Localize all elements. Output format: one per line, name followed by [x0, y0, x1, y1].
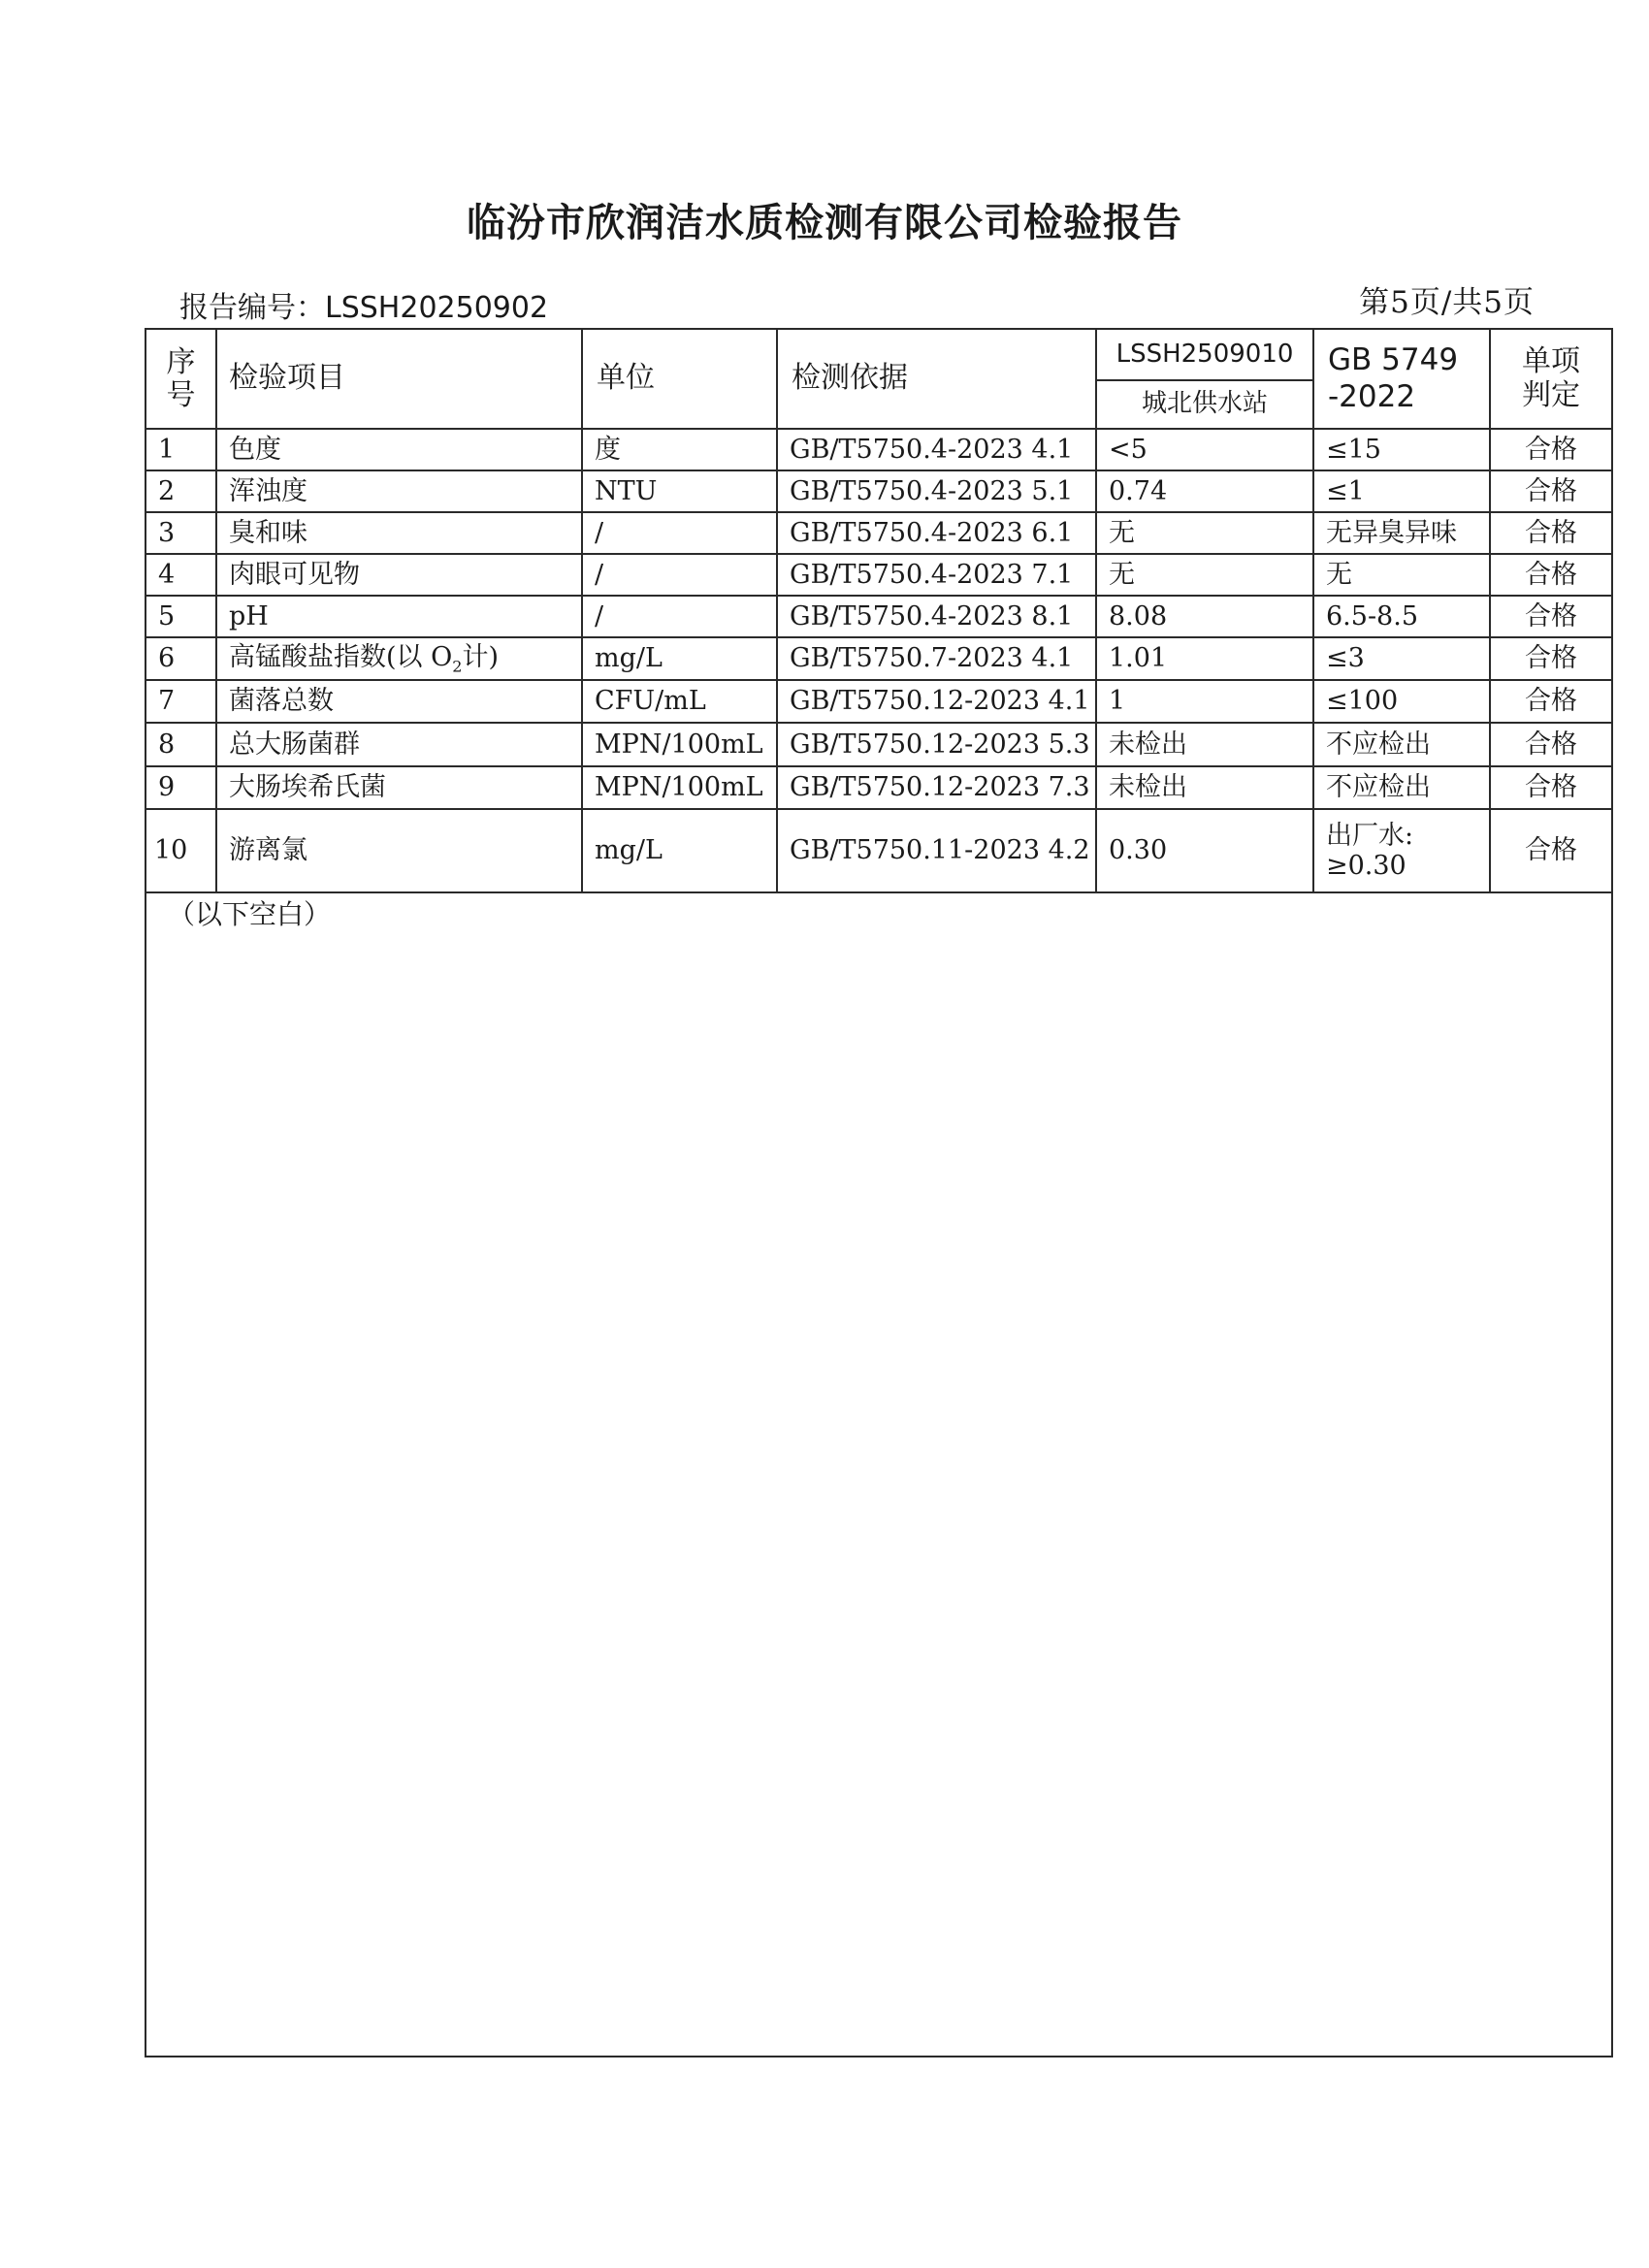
row-limit: ≤15 — [1313, 429, 1490, 470]
row-seq: 4 — [146, 554, 216, 596]
row-unit: / — [582, 512, 777, 554]
row-limit — [1313, 809, 1490, 892]
row-unit: mg/L — [582, 637, 777, 680]
row-result: 未检出 — [1096, 723, 1313, 766]
row-item: pH — [216, 596, 582, 637]
table-row — [146, 554, 1612, 596]
row-item: 游离氯 — [216, 809, 582, 892]
header-standard: GB 5749 -2022 — [1313, 329, 1490, 429]
row-item — [216, 637, 582, 680]
report-number-label: 报告编号： — [179, 291, 325, 325]
row-method: GB/T5750.4-2023 6.1 — [777, 512, 1096, 554]
row-limit: 不应检出 — [1313, 723, 1490, 766]
row-result: 0.74 — [1096, 470, 1313, 512]
row-item: 臭和味 — [216, 512, 582, 554]
row-limit: 6.5-8.5 — [1313, 596, 1490, 637]
row-judgement: 合格 — [1490, 470, 1612, 512]
row-limit: 无异臭异味 — [1313, 512, 1490, 554]
row-judgement: 合格 — [1490, 723, 1612, 766]
row-result: <5 — [1096, 429, 1313, 470]
inspection-table — [145, 328, 1613, 2057]
row-method: GB/T5750.11-2023 4.2 — [777, 809, 1096, 892]
header-method: 检测依据 — [777, 329, 1096, 429]
row-judgement: 合格 — [1490, 680, 1612, 723]
row-item: 浑浊度 — [216, 470, 582, 512]
row-unit: / — [582, 596, 777, 637]
row-unit: 度 — [582, 429, 777, 470]
table-row — [146, 512, 1612, 554]
row-seq: 6 — [146, 637, 216, 680]
row-limit: ≤1 — [1313, 470, 1490, 512]
row-seq: 10 — [146, 809, 216, 892]
header-item: 检验项目 — [216, 329, 582, 429]
row-result: 8.08 — [1096, 596, 1313, 637]
row-item: 菌落总数 — [216, 680, 582, 723]
table-row — [146, 680, 1612, 723]
row-item: 肉眼可见物 — [216, 554, 582, 596]
row-limit-line2: ≥0.30 — [1326, 851, 1406, 881]
row-seq: 1 — [146, 429, 216, 470]
page-title: 临汾市欣润洁水质检测有限公司检验报告 — [467, 201, 1182, 245]
header-sample-id: LSSH2509010 — [1096, 329, 1313, 380]
row-unit: MPN/100mL — [582, 723, 777, 766]
table-row — [146, 766, 1612, 809]
row-seq: 7 — [146, 680, 216, 723]
row-judgement: 合格 — [1490, 554, 1612, 596]
row-result: 1.01 — [1096, 637, 1313, 680]
row-method: GB/T5750.7-2023 4.1 — [777, 637, 1096, 680]
page-info: 第5页/共5页 — [1359, 285, 1535, 320]
row-seq: 5 — [146, 596, 216, 637]
row-judgement: 合格 — [1490, 766, 1612, 809]
table-row — [146, 637, 1612, 680]
row-judgement: 合格 — [1490, 596, 1612, 637]
row-seq: 3 — [146, 512, 216, 554]
row-unit: MPN/100mL — [582, 766, 777, 809]
header-unit: 单位 — [582, 329, 777, 429]
row-item-suffix: 计) — [462, 641, 499, 672]
row-method: GB/T5750.12-2023 7.3 — [777, 766, 1096, 809]
row-limit-line1: 出厂水: — [1326, 820, 1414, 851]
row-judgement: 合格 — [1490, 637, 1612, 680]
row-judgement: 合格 — [1490, 512, 1612, 554]
row-method: GB/T5750.4-2023 7.1 — [777, 554, 1096, 596]
row-method: GB/T5750.12-2023 4.1 — [777, 680, 1096, 723]
row-limit: 不应检出 — [1313, 766, 1490, 809]
header-sample-location: 城北供水站 — [1096, 380, 1313, 429]
row-method: GB/T5750.4-2023 5.1 — [777, 470, 1096, 512]
row-result: 无 — [1096, 554, 1313, 596]
row-result: 0.30 — [1096, 809, 1313, 892]
table-row — [146, 809, 1612, 892]
row-unit: CFU/mL — [582, 680, 777, 723]
table-row — [146, 470, 1612, 512]
row-judgement: 合格 — [1490, 809, 1612, 892]
row-seq: 8 — [146, 723, 216, 766]
row-item: 总大肠菌群 — [216, 723, 582, 766]
row-judgement: 合格 — [1490, 429, 1612, 470]
table-row — [146, 596, 1612, 637]
table-row — [146, 723, 1612, 766]
row-result: 未检出 — [1096, 766, 1313, 809]
row-unit: / — [582, 554, 777, 596]
blank-note: （以下空白） — [146, 892, 1612, 2057]
row-method: GB/T5750.4-2023 4.1 — [777, 429, 1096, 470]
row-seq: 2 — [146, 470, 216, 512]
report-number-value: LSSH20250902 — [325, 291, 549, 325]
report-number — [179, 283, 548, 326]
row-item-prefix: 高锰酸盐指数(以 O — [229, 641, 453, 672]
row-method: GB/T5750.12-2023 5.3 — [777, 723, 1096, 766]
row-result: 1 — [1096, 680, 1313, 723]
header-judgement: 单项判定 — [1490, 329, 1612, 429]
row-seq: 9 — [146, 766, 216, 809]
row-limit: ≤100 — [1313, 680, 1490, 723]
row-method: GB/T5750.4-2023 8.1 — [777, 596, 1096, 637]
table-row — [146, 429, 1612, 470]
row-limit: ≤3 — [1313, 637, 1490, 680]
row-item: 大肠埃希氏菌 — [216, 766, 582, 809]
row-unit: NTU — [582, 470, 777, 512]
blank-row — [146, 892, 1612, 2057]
header-seq: 序号 — [146, 329, 216, 429]
row-item: 色度 — [216, 429, 582, 470]
row-unit: mg/L — [582, 809, 777, 892]
row-result: 无 — [1096, 512, 1313, 554]
row-limit: 无 — [1313, 554, 1490, 596]
row-item-subscript: 2 — [452, 657, 463, 675]
